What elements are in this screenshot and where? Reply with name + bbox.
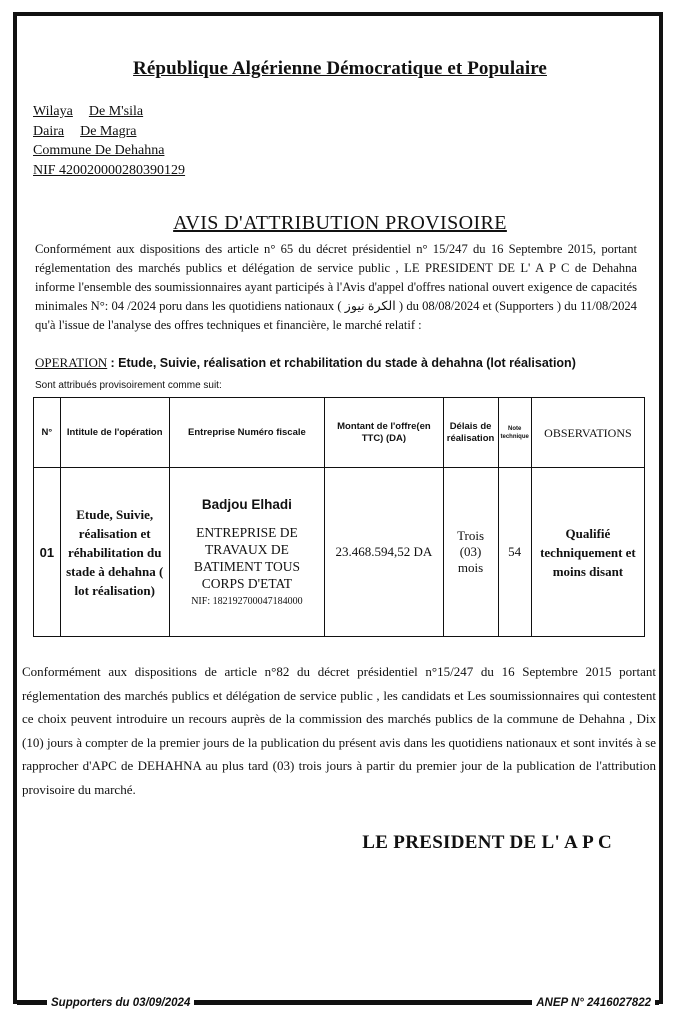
operation-line bbox=[35, 355, 637, 371]
entreprise-nif: NIF: 182192700047184000 bbox=[191, 596, 303, 607]
footer-publication: Supporters du 03/09/2024 bbox=[47, 993, 194, 1013]
header-entreprise: Entreprise Numéro fiscale bbox=[169, 398, 325, 468]
attribution-note: Sont attribués provisoirement comme suit: bbox=[35, 380, 222, 391]
header-note: Note technique bbox=[498, 398, 531, 468]
entreprise-name: Badjou Elhadi bbox=[201, 497, 292, 512]
recours-paragraph: Conformément aux dispositions de article n°82 du décret présidentiel n°15/247 du 16 Septembre 2015 portant réglementation des marchés publics et délégation de service public , les candidats et Les soumissionnaires qui contestent ce choix peuvent introduire un recours auprès de la commission des marchés publics de la commune de Dehahna , Dix (10) jours à compter de la premier jours de la publication du présent avis dans les quotidiens nationaux et sont invités à se rapprocher d'APC de DEHAHNA au plus tard (03) trois jours à partir du premier jour de la publication de l'attribution provisoire du marché. bbox=[22, 664, 656, 797]
signature-title: LE PRESIDENT DE L' A P C bbox=[362, 832, 612, 853]
header-observations: OBSERVATIONS bbox=[531, 398, 644, 468]
republic-title: République Algérienne Démocratique et Populaire bbox=[133, 58, 547, 79]
administration-block bbox=[33, 102, 185, 180]
header-intitule: Intitule de l'opération bbox=[60, 398, 169, 468]
intro-paragraph bbox=[35, 240, 637, 335]
attribution-table bbox=[33, 397, 645, 637]
daira-label: Daira bbox=[33, 123, 65, 139]
entreprise-desc: ENTREPRISE DE TRAVAUX DE BATIMENT TOUS CORPS D'ETAT bbox=[193, 525, 300, 591]
row-intitule: Etude, Suivie, réalisation et réhabilitation du stade à dehahna ( lot réalisation) bbox=[60, 468, 169, 637]
nif-line: NIF 420020000280390129 bbox=[33, 162, 186, 178]
avis-title: AVIS D'ATTRIBUTION PROVISOIRE bbox=[173, 212, 507, 234]
daira-value: De Magra bbox=[80, 123, 137, 139]
wilaya-value: De M'sila bbox=[88, 104, 144, 119]
row-montant: 23.468.594,52 DA bbox=[325, 468, 443, 637]
header-num: N° bbox=[34, 398, 61, 468]
daira-line bbox=[33, 122, 185, 142]
wilaya-label: Wilaya bbox=[33, 104, 73, 119]
table-header-row bbox=[34, 398, 645, 468]
intro-text: Conformément aux dispositions des article n° 65 du décret présidentiel n° 15/247 du 16 Septembre 2015, portant réglementation des marchés publics et délégation de service public , LE PRESIDENT DE L' A P C de Dehahna informe l'ensemble des soumissionnaires ayant participés à l'Avis d'appel d'offres national ouvert exigence de capacités minimales N°: 04 /2024 poru dans les quotidiens nationaux ( الكرة نيوز ) du 08/08/2024 et (Supporters ) du 11/08/2024 qu'à l'issue de l'analyse des offres techniques et financière, le marché relatif : bbox=[35, 242, 637, 332]
header-delais: Délais de réalisation bbox=[443, 398, 498, 468]
footer-anep-number: ANEP N° 2416027822 bbox=[532, 993, 655, 1013]
row-observations: Qualifié techniquement et moins disant bbox=[531, 468, 644, 637]
row-note: 54 bbox=[498, 468, 531, 637]
table-row bbox=[34, 468, 645, 637]
footer bbox=[17, 993, 659, 1013]
row-entreprise bbox=[169, 468, 325, 637]
header-montant: Montant de l'offre(en TTC) (DA) bbox=[325, 398, 443, 468]
wilaya-line bbox=[33, 102, 185, 122]
commune-line: Commune De Dehahna bbox=[33, 143, 165, 158]
operation-label: OPERATION bbox=[35, 355, 108, 370]
row-delais: Trois (03) mois bbox=[443, 468, 498, 637]
row-num: 01 bbox=[34, 468, 61, 637]
operation-text: : Etude, Suivie, réalisation et rchabilitation du stade à dehahna (lot réalisation) bbox=[110, 356, 576, 370]
